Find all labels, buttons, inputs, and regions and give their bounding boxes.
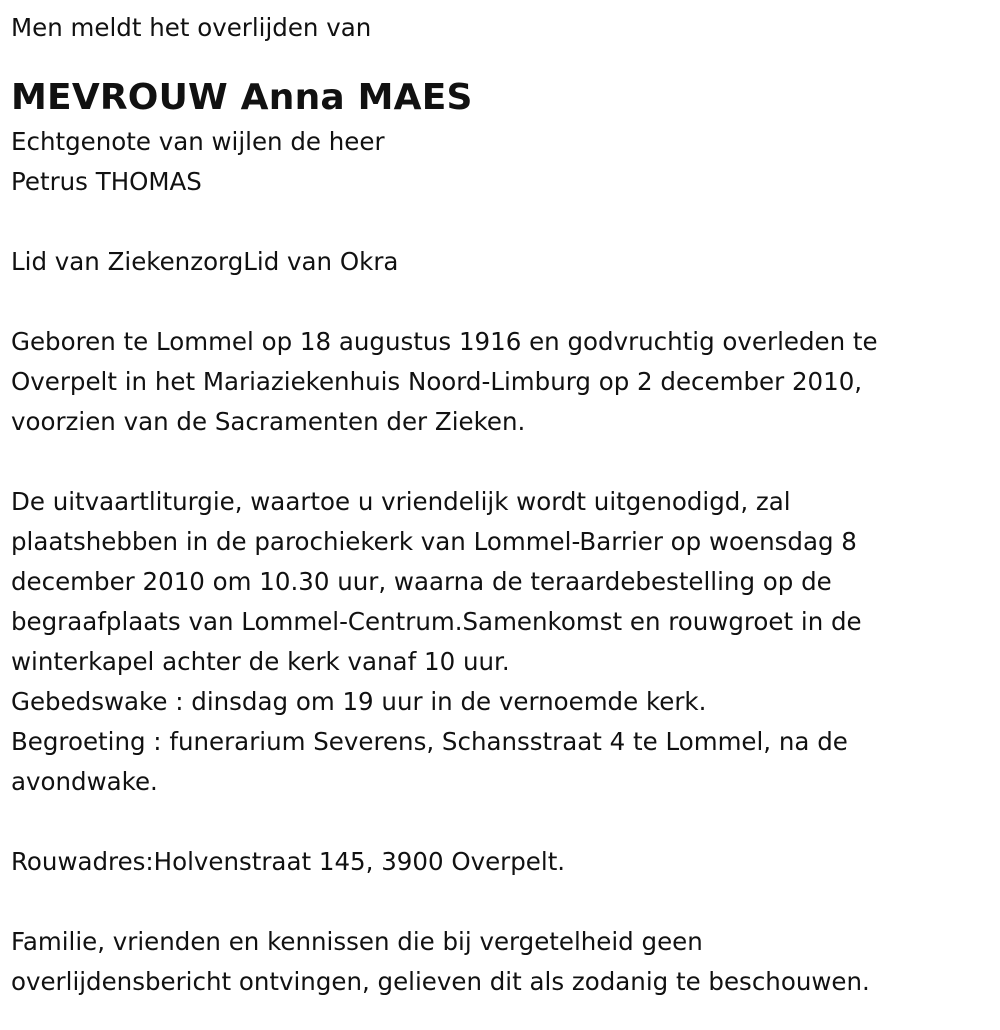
memberships: Lid van ZiekenzorgLid van Okra (11, 247, 399, 276)
paragraph-line: begraafplaats van Lommel-Centrum.Samenkomst en rouwgroet in de (11, 607, 862, 636)
intro-text: Men meldt het overlijden van (11, 13, 372, 42)
paragraph-line: De uitvaartliturgie, waartoe u vriendelijk wordt uitgenodigd, zal (11, 487, 791, 516)
paragraph-line: december 2010 om 10.30 uur, waarna de teraardebestelling op de (11, 567, 832, 596)
paragraph-line: winterkapel achter de kerk vanaf 10 uur. (11, 647, 510, 676)
prayer-vigil-line: Gebedswake : dinsdag om 19 uur in de vernoemde kerk. (11, 687, 707, 716)
paragraph-line: avondwake. (11, 767, 158, 796)
paragraph-line: Overpelt in het Mariaziekenhuis Noord-Limburg op 2 december 2010, (11, 367, 863, 396)
paragraph-line: voorzien van de Sacramenten der Zieken. (11, 407, 526, 436)
birth-death-paragraph (11, 322, 981, 442)
paragraph-line: Geboren te Lommel op 18 augustus 1916 en godvruchtig overleden te (11, 327, 878, 356)
paragraph-line: overlijdensbericht ontvingen, gelieven dit als zodanig te beschouwen. (11, 967, 870, 996)
mourning-address: Rouwadres:Holvenstraat 145, 3900 Overpelt. (11, 847, 566, 876)
death-notice (11, 8, 981, 1002)
deceased-name: MEVROUW Anna MAES (11, 77, 473, 118)
paragraph-line: Familie, vrienden en kennissen die bij vergetelheid geen (11, 927, 703, 956)
spouse-line-2: Petrus THOMAS (11, 167, 202, 196)
closing-paragraph (11, 922, 981, 1002)
funeral-paragraph (11, 482, 981, 802)
greeting-line: Begroeting : funerarium Severens, Schansstraat 4 te Lommel, na de (11, 727, 848, 756)
spouse-line-1: Echtgenote van wijlen de heer (11, 127, 385, 156)
paragraph-line: plaatshebben in de parochiekerk van Lommel-Barrier op woensdag 8 (11, 527, 857, 556)
